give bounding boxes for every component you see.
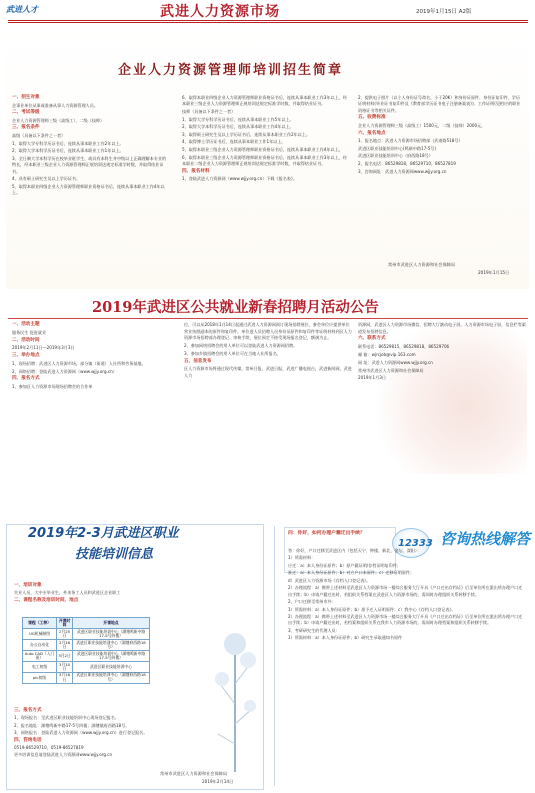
article1-col2 bbox=[182, 95, 350, 184]
article3-title-line1: 2019年2-3月武进区职业 bbox=[28, 526, 179, 541]
table-header-cell: 开课时间 bbox=[57, 618, 73, 629]
table-header-cell: 课程（工种） bbox=[23, 618, 57, 629]
paragraph: 3、参加乡镇招聘会的用人单位可在当地人社所报名。 bbox=[184, 350, 281, 356]
paragraph: 1、取得大学专科学历证书后，连续从事本职业工作2年以上。 bbox=[12, 140, 124, 146]
paragraph: 0519-86529710，0519-86527819 bbox=[14, 744, 84, 750]
paragraph: 4、具有硕士研究生及以上学历证书。 bbox=[12, 176, 81, 182]
table-cell: 武进区职业技能培训中心（湖塘府西路18号） bbox=[73, 639, 150, 650]
paragraph: 联系电话：86529815，86529818，86529706 bbox=[358, 344, 450, 350]
article2-col3 bbox=[358, 322, 526, 383]
paragraph: 2）办理流程：a）携带上述材料至武进区人力资源市场一楼综合服务大厅开具《户口迁出存档证》后至单位所在派出所办理户口迁出手续；b）申请户籍迁出时，若档案和组织关系在我市人力资源市场的，需同时办理档案和组织关系转移手续。 bbox=[288, 614, 523, 626]
article2-divider bbox=[8, 318, 528, 319]
paragraph: 5、取得本职业三级企业人力资源管理师职业资格证书后，连续从事本职业工作4年以上。 bbox=[182, 146, 343, 152]
article3-title-line2: 技能培训信息 bbox=[75, 547, 154, 562]
article1-col1 bbox=[12, 95, 167, 198]
paragraph: 准迁：a）本人身份证原件；b）对方户口本原件；c）迁移证明原件； bbox=[288, 570, 415, 576]
paragraph: 二、课程名称及培训时间，地点 bbox=[14, 597, 79, 603]
table-header-cell: 开课地点 bbox=[73, 618, 150, 629]
paragraph: 区人力资源市场将通过现代传媒，常州日报，武进日报，武进广播电视台，武进新闻网，武进人力 bbox=[184, 366, 352, 378]
paragraph: 2）办理流程：a）携带上述材料至武进区人力资源市场一楼综合服务大厅开具《户口迁出存档证》后至单位所在派出所办理户口迁出手续；b）申请户籍迁出时，若组织关系档案在武进区人力资源市场的，需同时办理组织关系转移手续。 bbox=[288, 585, 523, 597]
paragraph: 二、活动时间 bbox=[12, 337, 40, 343]
paragraph: 邮 箱：wjrcjob@vip.163.com bbox=[358, 351, 416, 357]
article2-col2 bbox=[184, 322, 352, 381]
paragraph: 2、报名电话：86529818，86529710，86527819 bbox=[358, 160, 456, 166]
paragraph: 一、活动主题 bbox=[12, 322, 40, 327]
table-cell: 武进区职业技能培训中心（湖塘鸣新中路17-5号四楼） bbox=[73, 628, 150, 639]
paragraph: 2、参加网络招聘会的用人单位可以登陆武进人力资源网招聘。 bbox=[184, 342, 298, 348]
paragraph: 4、取得博士学历证书后，连续从事本职业工作1年以上。 bbox=[182, 139, 286, 145]
paragraph: 企业人力资源管理师三级（高级工）、二级（技师） bbox=[12, 117, 105, 123]
article1-title: 企业人力资源管理师培训招生简章 bbox=[118, 63, 344, 78]
paragraph: 1）所需材料： bbox=[288, 555, 316, 561]
paragraph: 一、招生对象 bbox=[12, 95, 40, 100]
article4-answer bbox=[288, 548, 524, 643]
table-cell: 办公自动化 bbox=[23, 639, 57, 650]
paragraph: 技师（具备以下条件之一者） bbox=[182, 109, 236, 114]
paragraph: 6、取得本职业三级企业人力资源管理师职业资格证书后，连续从事本职业工作3年以上，经本职业二级企业人力资源管理师正规培训达规定标准学时数，并取得结业证书。 bbox=[182, 154, 347, 166]
paragraph: 六、报名地点 bbox=[358, 130, 386, 136]
paragraph: 2、户口迁移至常州市外： bbox=[288, 599, 336, 605]
paragraph: 一、培训对象 bbox=[14, 583, 42, 588]
paragraph: 1、取得大学专科学历证书后，连续从事本职业工作5年以上。 bbox=[182, 116, 294, 122]
table-cell: 武进区职业技能培训中心（湖塘府西路18号） bbox=[73, 672, 150, 683]
paragraph: 高级（具备以下条件之一者） bbox=[12, 132, 66, 138]
paragraph: d）武进区人力资源市场《存档人口登记表》。 bbox=[288, 577, 371, 583]
paragraph: 三、报名条件 bbox=[12, 125, 40, 131]
paragraph: 三、报名方式 bbox=[14, 708, 42, 713]
paragraph: 3、全日制大学本科学历在校毕业班学生，或具有本科生并中级以上正确理解本专业的特长，经本职业三级企业人力资源管理师正规培训达规定标准学时数，并取得结业证书。 bbox=[12, 155, 167, 174]
paragraph: 2019年2月11日—2019年3月3日 bbox=[12, 345, 75, 351]
paragraph: 1、现场报名：至武进区职业技能培训中心现场登记报名。 bbox=[14, 715, 119, 721]
table-row bbox=[23, 639, 150, 650]
paragraph: 2、提供电子照片（以个人身份证号命名，小于20K）和身份证原件、身份证复印件、学历证明材料(毕业证书复印件及《教育部学历证书电子注册备案表》)、工作证明(见相应的职业资格证书等相关证件。 bbox=[358, 95, 521, 113]
paragraph: 1、现场招聘：武进区人力资源市场，部分镇（街道）人社所和劳务基地。 bbox=[12, 360, 146, 366]
paragraph: 五、信息发布 bbox=[184, 358, 212, 364]
table-cell: 3月10日 bbox=[57, 661, 73, 672]
paragraph: 武进区职业技能培训中心（府西路18号） bbox=[358, 153, 433, 159]
paragraph: 服务民生 促进就业 bbox=[12, 329, 47, 335]
table-row bbox=[23, 650, 150, 661]
table-cell: 3月16日 bbox=[57, 672, 73, 683]
article3-intro bbox=[14, 583, 214, 605]
table-cell: plc初级 bbox=[23, 672, 57, 683]
table-cell: 武进区职业技能培训中心（湖塘鸣新中路17-5号四楼） bbox=[73, 650, 150, 661]
table-cell: 2月16日 bbox=[57, 639, 73, 650]
paragraph: 六、联系方式 bbox=[358, 336, 386, 342]
table-cell: 2月25日 bbox=[57, 628, 73, 639]
hotline-heading: 咨询热线解答 bbox=[440, 530, 531, 548]
table-row bbox=[23, 661, 150, 672]
paragraph: 失业人员，大中专毕业生，外来务工人员和武进区企业职工 bbox=[14, 590, 121, 596]
paragraph: 3、网络报名：登陆武进人力资源网（www.wjjy.org.cn）进行登记报名。 bbox=[14, 730, 148, 736]
paragraph: 6、取得本职业四级企业人力资源管理师职业资格证书后，连续从事本职业工作3年以上，经本职业三级企业人力资源管理师正规培训达规定标准学时数，并取得结业证书。 bbox=[182, 95, 347, 107]
paragraph: 2、取得大学本科学历证书后，连续从事本职业工作4年以上。 bbox=[182, 124, 294, 130]
article1-footer-date: 2019年1月15日 bbox=[478, 270, 510, 275]
paragraph: 二、考试等级 bbox=[12, 110, 40, 116]
header-divider-thin bbox=[8, 22, 528, 23]
article3-footer-date: 2019年2月14日 bbox=[202, 779, 234, 784]
paragraph: 2、网络招聘：登陆武进人力资源网（www.wjjy.org.cn） bbox=[12, 368, 117, 374]
paragraph: 常州市武进区人力资源和社会保障局 bbox=[358, 367, 424, 373]
article1-footer: 常州市武进区人力资源和社会保障局 bbox=[388, 262, 456, 267]
paragraph: 3、考研研究生的代理人员： bbox=[288, 627, 340, 633]
paragraph: 2、报名地址：湖塘鸣新中路17-5号四楼；湖塘镇府西路18号。 bbox=[14, 722, 130, 728]
article3-outro bbox=[14, 708, 214, 760]
paragraph: 企业人力资源管理师三级（高级工）1500元，二级（技师）2000元。 bbox=[358, 123, 486, 128]
article3-footer: 常州市武进区人力资源和社会保障局 bbox=[160, 771, 228, 776]
paragraph: 更多培训信息请登陆武进人力资源网www.wjjy.org.cn bbox=[14, 752, 113, 758]
paragraph: 三、举办地点 bbox=[12, 353, 40, 359]
question-text: 问：你好，如何办理户籍迁出手续？ bbox=[288, 531, 365, 536]
paragraph: 1、登陆武进人力资源网（www.wjjy.org.cn）下载《报名表》。 bbox=[182, 176, 298, 182]
paragraph: 资源网，武进区人力资源市场微信，招聘大厅滚动电子屏，人力资源市场电子屏，信息栏等渠道发布招聘信息。 bbox=[358, 322, 526, 334]
paragraph: 四、报名方式 bbox=[12, 376, 40, 382]
paragraph: 2019年1月3日 bbox=[358, 375, 386, 381]
table-row bbox=[23, 628, 150, 639]
paragraph: 3、咨询网址：武进人力资源网www.wjjy.org.cn bbox=[358, 168, 447, 174]
table-cell: 武进区职业技能培训中心 bbox=[73, 661, 150, 672]
paragraph: 企事业单位从事或准备从事人力资源管理人员。 bbox=[12, 102, 98, 108]
paragraph: 5、取得本职业四级企业人力资源管理师职业资格证书后，连续从事本职业工作4年以上。 bbox=[12, 183, 165, 196]
paragraph: 网 址：武进人力资源网www.wjjy.org.cn bbox=[358, 359, 433, 365]
paragraph: 3、取得硕士研究生及以上学历证书后，连续从事本职业工作2年以上。 bbox=[182, 131, 311, 137]
table-row bbox=[23, 672, 150, 683]
paragraph: 四、报名材料 bbox=[182, 168, 210, 174]
hotline-number: 12333 bbox=[398, 538, 433, 549]
date-edition: 2019年1月15日 A2版 bbox=[416, 9, 472, 15]
paragraph: 1、报名地点：武进人力资源市场招聘部（武南路518号） bbox=[358, 138, 463, 144]
paragraph: 五、收费标准 bbox=[358, 115, 386, 121]
article1-col3 bbox=[358, 95, 523, 176]
newspaper-logo: 武进人才 bbox=[6, 5, 38, 14]
paragraph: 应迁：a）本人身份证原件；b）原户籍证明/存档证明复印件； bbox=[288, 562, 401, 568]
table-cell: 3月2日 bbox=[57, 650, 73, 661]
training-schedule-table bbox=[22, 617, 150, 684]
paragraph: 位，可以从2018年1月14日起通过武进人力资源网预订现场招聘展位，参会单位应提供单位营业执照副本的原件和复印件，单位进人员招聘人员身份证原件和复印件等证明材料到区人力资源市场招聘部办理登记、审核手续，展位预定不接受现场报名登记，额满为止。 bbox=[184, 322, 352, 341]
table-cell: 电工初级 bbox=[23, 661, 57, 672]
paragraph: 1）所需材料：a）本人身份证原件；b）准予迁入证明原件；c）我中心《存档人口登记表》。 bbox=[288, 606, 456, 612]
paragraph: 答：你好，户口迁移至武进区内（包括天宁、钟楼、新北、金坛、溧阳）： bbox=[288, 548, 422, 553]
masthead-title: 武进人力资源市场 bbox=[160, 4, 280, 20]
paragraph: 武进区职业技能培训中心(鸣新中路17-5号) bbox=[358, 145, 436, 151]
table-cell: Auto CAD（入门班） bbox=[23, 650, 57, 661]
paragraph: 四、咨询电话 bbox=[14, 737, 42, 743]
paragraph: 1、参加区人力资源市场现场招聘会的合作单 bbox=[12, 384, 93, 390]
table-cell: UG机械制图 bbox=[23, 628, 57, 639]
article2-title: 2019年武进区公共就业新春招聘月活动公告 bbox=[92, 299, 379, 316]
article2-col1 bbox=[12, 322, 177, 392]
paragraph: 1）所需材料：a）本人身份证原件；b）研究生录取通知书原件 bbox=[288, 635, 403, 641]
paragraph: 2、取得大学本科学历证书后，连续从事本职业工作1年以上。 bbox=[12, 148, 124, 154]
column-separator bbox=[274, 526, 275, 786]
header-divider bbox=[8, 20, 528, 21]
decorative-tree-illustration bbox=[212, 584, 258, 772]
